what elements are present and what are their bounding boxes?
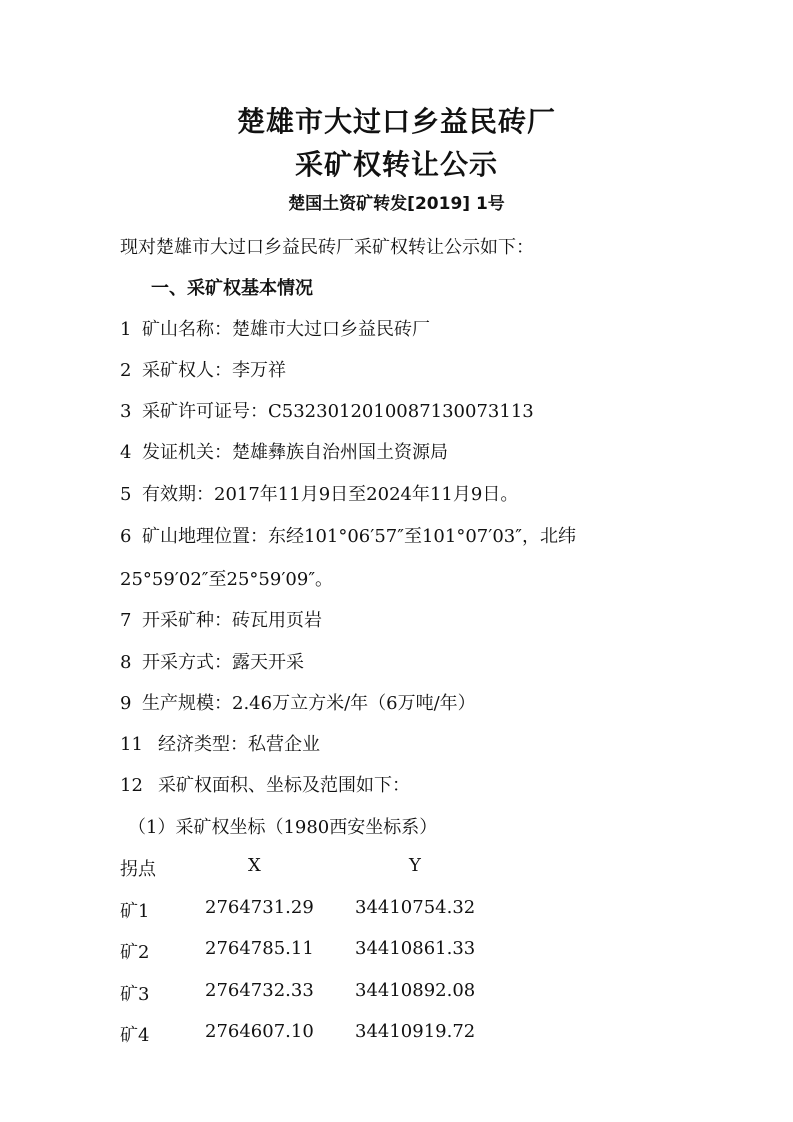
table-cell-point: 矿3 — [120, 984, 150, 1005]
item-number: 5 — [120, 484, 132, 505]
list-item — [120, 397, 534, 423]
table-cell-x: 2764607.10 — [205, 1021, 314, 1042]
table-cell-point: 矿1 — [120, 901, 150, 922]
item-number: 8 — [120, 652, 132, 673]
section-heading: 一、采矿权基本情况 — [151, 278, 313, 299]
item-text: 采矿权人：李万祥 — [142, 360, 286, 381]
table-header-point: 拐点 — [120, 859, 156, 880]
intro-paragraph: 现对楚雄市大过口乡益民砖厂采矿权转让公示如下： — [120, 237, 534, 258]
table-cell-y: 34410919.72 — [355, 1021, 476, 1042]
table-cell-y: 34410861.33 — [355, 938, 476, 959]
coordinate-subheading: （1）采矿权坐标（1980西安坐标系） — [128, 817, 438, 838]
table-cell-point: 矿2 — [120, 942, 150, 963]
title-line-2: 采矿权转让公示 — [294, 148, 498, 181]
item-number: 12 — [120, 775, 143, 796]
item-text: 采矿权面积、坐标及范围如下： — [158, 775, 410, 796]
item-number: 3 — [120, 401, 132, 422]
list-item — [120, 771, 410, 797]
item-number: 7 — [120, 610, 132, 631]
item-text: 矿山名称：楚雄市大过口乡益民砖厂 — [142, 319, 430, 340]
item-number: 1 — [120, 319, 132, 340]
list-item — [120, 730, 320, 756]
item-number: 9 — [120, 693, 132, 714]
item-text: 25°59′02″至25°59′09″。 — [120, 569, 334, 590]
list-item — [120, 606, 322, 632]
list-item — [120, 522, 576, 548]
item-number: 2 — [120, 360, 132, 381]
item-text: 采矿许可证号：C5323012010087130073113 — [142, 401, 534, 422]
item-text: 有效期：2017年11月9日至2024年11月9日。 — [142, 484, 519, 505]
title-line-1: 楚雄市大过口乡益民砖厂 — [236, 105, 556, 138]
table-cell-y: 34410892.08 — [355, 980, 476, 1001]
item-text: 经济类型：私营企业 — [158, 734, 320, 755]
item-text: 生产规模：2.46万立方米/年（6万吨/年） — [142, 693, 476, 714]
document-number: 楚国土资矿转发[2019] 1号 — [288, 194, 505, 214]
table-cell-x: 2764732.33 — [205, 980, 314, 1001]
item-number: 4 — [120, 442, 132, 463]
item-text: 开采方式：露天开采 — [142, 652, 304, 673]
item-number: 11 — [120, 734, 143, 755]
item-text: 矿山地理位置：东经101°06′57″至101°07′03″，北纬 — [142, 526, 576, 547]
list-item — [120, 648, 304, 674]
table-cell-x: 2764731.29 — [205, 897, 314, 918]
table-cell-point: 矿4 — [120, 1025, 150, 1046]
list-item — [120, 356, 286, 382]
table-header-x: X — [248, 855, 261, 876]
item-text: 发证机关：楚雄彝族自治州国土资源局 — [142, 442, 448, 463]
table-cell-y: 34410754.32 — [355, 897, 476, 918]
list-item — [120, 315, 430, 341]
list-item — [120, 438, 448, 464]
list-item — [120, 689, 476, 715]
item-number: 6 — [120, 526, 132, 547]
list-item-continuation — [120, 565, 333, 591]
table-header-y: Y — [409, 855, 421, 876]
item-text: 开采矿种：砖瓦用页岩 — [142, 610, 322, 631]
list-item — [120, 480, 518, 506]
table-cell-x: 2764785.11 — [205, 938, 314, 959]
